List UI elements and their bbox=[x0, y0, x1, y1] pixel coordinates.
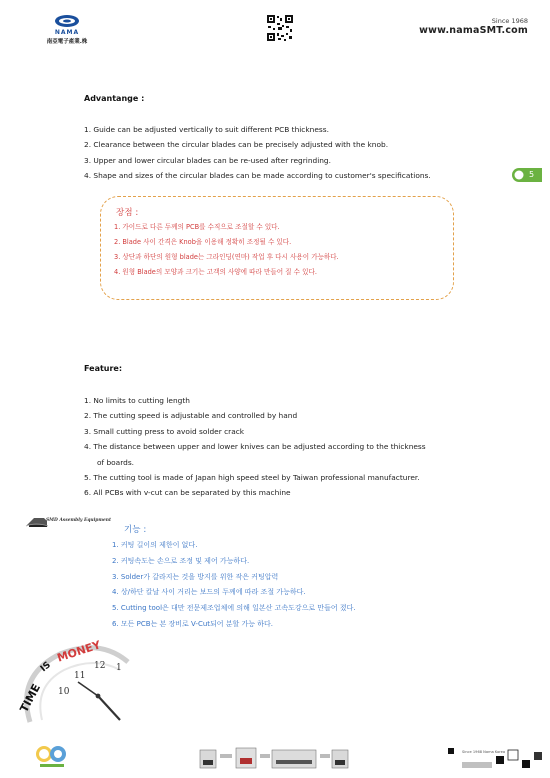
svg-text:12: 12 bbox=[94, 661, 106, 671]
list-item: 3. Solder가 갈라지는 것을 방지를 위한 작은 커팅압력 bbox=[112, 572, 279, 581]
svg-text:1: 1 bbox=[116, 663, 122, 673]
list-item: 4. Shape and sizes of the circular blades can be made according to customer's specifications. bbox=[84, 171, 431, 181]
list-item: 6. 모든 PCB는 본 장비로 V-Cut되어 분할 가능 하다. bbox=[112, 619, 274, 628]
list-item: of boards. bbox=[97, 457, 135, 467]
list-item: 1. 커팅 길이의 제한이 없다. bbox=[112, 541, 198, 549]
advantage-korean-list bbox=[114, 220, 339, 280]
time-is-money-clock-icon bbox=[17, 636, 132, 726]
feature-list bbox=[84, 393, 426, 501]
page-number: 5 bbox=[529, 170, 535, 179]
list-item: 5. Cutting tool은 대만 전문제조업체에 의해 일본산 고속도강으로 만들어 졌다. bbox=[112, 604, 356, 613]
list-item: 1. No limits to cutting length bbox=[84, 396, 190, 405]
list-item: 2. Clearance between the circular blades can be precisely adjusted with the knob. bbox=[84, 140, 389, 150]
advantage-heading: Advantange : bbox=[84, 94, 145, 103]
advantage-list bbox=[84, 122, 431, 184]
list-item: 2. Blade 사이 간격은 Knob을 이용해 정확히 조정될 수 있다. bbox=[114, 238, 292, 246]
list-item: 3. 상단과 하단의 원형 blade는 그라인딩(연마) 작업 후 다시 사용이 가능하다. bbox=[114, 253, 339, 261]
feature-korean-list bbox=[112, 538, 356, 633]
brand-subtitle: 南亞電子產業.株 bbox=[46, 39, 88, 45]
smd-machine-icon bbox=[26, 514, 48, 528]
feature-heading: Feature: bbox=[84, 364, 123, 373]
list-item: 2. 커팅속도는 손으로 조정 및 제어 가능하다. bbox=[112, 556, 250, 565]
smd-badge-text: SMD Assembly Equipment bbox=[46, 518, 111, 523]
list-item: 4. 상/하단 칼날 사이 거리는 보드의 두께에 따라 조절 가능하다. bbox=[112, 588, 306, 597]
list-item: 3. Small cutting press to avoid solder crack bbox=[84, 426, 245, 436]
logo-emblem-icon bbox=[54, 14, 80, 28]
svg-text:TIME: TIME bbox=[17, 681, 44, 715]
smd-badge bbox=[26, 514, 112, 528]
footer-decoration bbox=[448, 748, 544, 770]
svg-text:MONEY: MONEY bbox=[55, 638, 103, 665]
list-item: 2. The cutting speed is adjustable and controlled by hand bbox=[84, 411, 298, 421]
page-tab-shape-icon bbox=[512, 168, 542, 182]
advantage-korean-heading: 장점 : bbox=[116, 208, 139, 218]
svg-text:11: 11 bbox=[74, 671, 86, 681]
footer-since-text: Since 1968 Nama Korea bbox=[462, 750, 506, 754]
list-item: 1. Guide can be adjusted vertically to suit different PCB thickness. bbox=[84, 125, 329, 134]
list-item: 5. The cutting tool is made of Japan high speed steel by Taiwan professional manufacturer. bbox=[84, 473, 420, 483]
list-item: 1. 가이드로 다른 두께의 PCB를 수직으로 조절할 수 있다. bbox=[114, 223, 280, 231]
svg-text:IS: IS bbox=[38, 660, 53, 675]
brand-name: NAMA bbox=[54, 29, 80, 36]
feature-korean-heading: 기능 : bbox=[124, 525, 147, 535]
qr-code-icon bbox=[266, 14, 294, 42]
page-number-tab bbox=[512, 168, 542, 182]
since-year: Since 1968 bbox=[491, 17, 528, 25]
website-url: www.namaSMT.com bbox=[419, 25, 528, 36]
list-item: 6. All PCBs with v-cut can be separated by this machine bbox=[84, 488, 291, 498]
list-item: 4. The distance between upper and lower knives can be adjusted according to the thickness bbox=[84, 442, 426, 452]
svg-text:10: 10 bbox=[58, 687, 70, 697]
assembly-line-machines-icon bbox=[200, 740, 350, 770]
list-item: 3. Upper and lower circular blades can be re-used after regrinding. bbox=[84, 155, 331, 165]
list-item: 4. 원형 Blade의 모양과 크기는 고객의 사양에 따라 만들어 질 수 있다. bbox=[114, 268, 317, 276]
certification-icon bbox=[34, 742, 70, 770]
company-logo bbox=[32, 14, 102, 46]
